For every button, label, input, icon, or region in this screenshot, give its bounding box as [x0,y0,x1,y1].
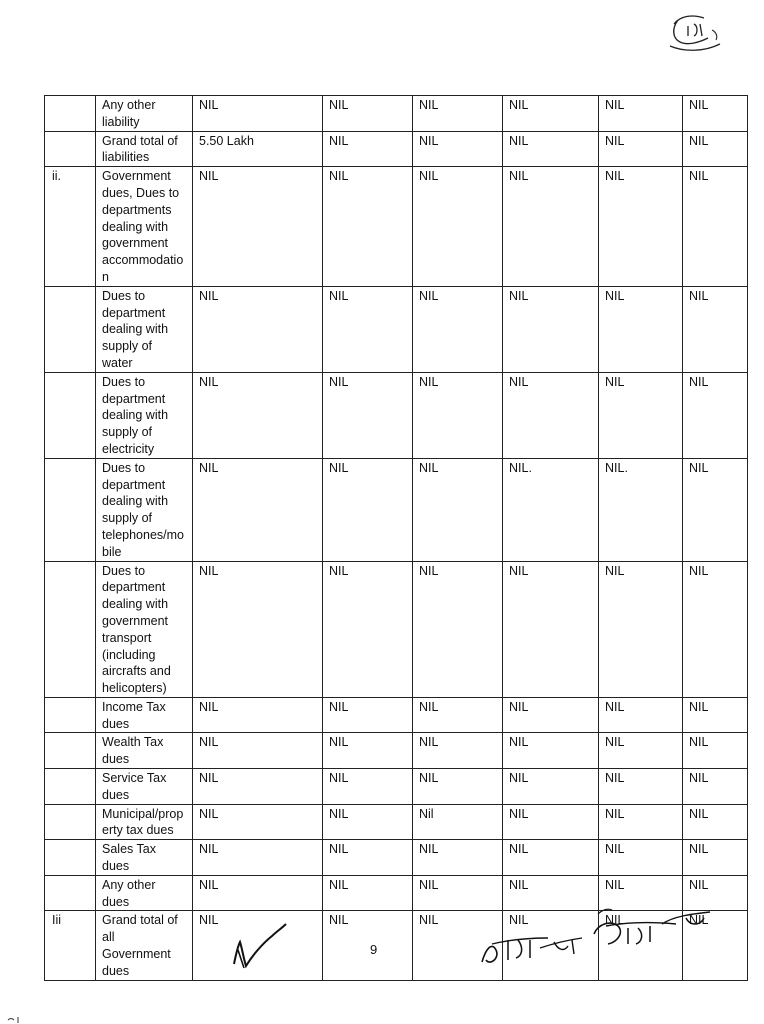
serial-number-cell [45,769,96,805]
liability-value-cell: NIL. [599,458,683,561]
liability-value-cell: NIL [413,96,503,132]
liability-value-cell: NIL [413,840,503,876]
liability-value-cell: NIL [683,875,748,911]
liability-value-cell: NIL [503,911,599,980]
liability-value-cell: NIL [599,840,683,876]
liability-value-cell: NIL [599,804,683,840]
signature-left [228,920,292,972]
serial-number-cell [45,733,96,769]
liability-value-cell: NIL [503,697,599,733]
liability-value-cell: NIL [683,286,748,372]
liability-value-cell: NIL [503,875,599,911]
liability-value-cell: NIL [193,286,323,372]
liability-value-cell: NIL. [503,458,599,561]
table-row [45,561,748,697]
liability-description-cell: Wealth Tax dues [96,733,193,769]
liability-value-cell: NIL [323,911,413,980]
liability-value-cell: NIL [683,96,748,132]
table-row [45,131,748,167]
liability-value-cell: NIL [503,769,599,805]
liability-value-cell: NIL [193,458,323,561]
liability-description-cell: Government dues, Dues to departments dealing with government accommodatio n [96,167,193,287]
liability-value-cell: NIL [413,769,503,805]
liability-value-cell: NIL [323,733,413,769]
liability-value-cell: NIL [323,372,413,458]
table-row [45,96,748,132]
liability-value-cell: NIL [503,372,599,458]
liability-value-cell: NIL [193,96,323,132]
serial-number-cell: Iii [45,911,96,980]
table-row [45,697,748,733]
liability-value-cell: NIL [683,167,748,287]
liability-value-cell: NIL [323,131,413,167]
liability-value-cell: NIL [193,840,323,876]
liability-value-cell: NIL [323,697,413,733]
liability-value-cell: NIL [683,458,748,561]
liability-description-cell: Sales Tax dues [96,840,193,876]
serial-number-cell [45,875,96,911]
serial-number-cell [45,697,96,733]
liability-value-cell: NIL [193,561,323,697]
liability-value-cell: NIL [193,875,323,911]
liability-value-cell: NIL [193,697,323,733]
liability-value-cell: NIL [599,286,683,372]
table-row [45,372,748,458]
liability-value-cell: NIL [413,167,503,287]
liability-description-cell: Grand total of all Government dues [96,911,193,980]
liability-description-cell: Grand total of liabilities [96,131,193,167]
liability-value-cell: NIL [323,458,413,561]
liability-value-cell: NIL [193,911,323,980]
liability-value-cell: NIL [599,372,683,458]
table-row [45,458,748,561]
serial-number-cell [45,804,96,840]
liability-value-cell: NIL [193,372,323,458]
liability-value-cell: NIL [683,840,748,876]
liability-value-cell: NIL [413,286,503,372]
scan-corner-mark [6,1014,26,1024]
liability-value-cell: NIL [683,769,748,805]
liability-description-cell: Any other liability [96,96,193,132]
liability-description-cell: Dues to department dealing with supply of electricity [96,372,193,458]
liability-value-cell: NIL [193,804,323,840]
liability-value-cell: NIL [599,911,683,980]
liability-value-cell: NIL [323,167,413,287]
liability-value-cell: NIL [193,733,323,769]
serial-number-cell [45,131,96,167]
liability-description-cell: Dues to department dealing with supply of telephones/mo bile [96,458,193,561]
table-row [45,167,748,287]
liability-value-cell: NIL [503,131,599,167]
liability-value-cell: NIL [413,561,503,697]
liability-value-cell: NIL [323,875,413,911]
liability-value-cell: NIL [599,167,683,287]
liability-value-cell: NIL [323,286,413,372]
liability-description-cell: Any other dues [96,875,193,911]
liability-value-cell: NIL [683,733,748,769]
liability-value-cell: NIL [599,697,683,733]
liabilities-table-body [45,96,748,981]
liability-value-cell: NIL [413,697,503,733]
serial-number-cell [45,561,96,697]
serial-number-cell [45,286,96,372]
liability-value-cell: NIL [683,372,748,458]
liability-value-cell: NIL [503,167,599,287]
serial-number-cell [45,96,96,132]
serial-number-cell: ii. [45,167,96,287]
liability-value-cell: NIL [413,911,503,980]
liability-description-cell: Dues to department dealing with government transport (including aircrafts and helicopters) [96,561,193,697]
liability-value-cell: NIL [503,561,599,697]
liability-value-cell: NIL [683,697,748,733]
liability-value-cell: NIL [599,733,683,769]
liability-value-cell: NIL [323,840,413,876]
liability-value-cell: NIL [413,131,503,167]
liability-value-cell: NIL [323,561,413,697]
serial-number-cell [45,372,96,458]
liability-value-cell: NIL [323,804,413,840]
liability-value-cell: NIL [413,875,503,911]
liability-value-cell: NIL [683,561,748,697]
liability-value-cell: NIL [503,286,599,372]
signature-right [478,904,724,974]
liability-value-cell: NIL [683,911,748,980]
liability-value-cell: NIL [503,804,599,840]
table-row [45,804,748,840]
table-row [45,286,748,372]
liability-description-cell: Municipal/prop erty tax dues [96,804,193,840]
liability-value-cell: NIL [599,561,683,697]
liability-value-cell: NIL [323,96,413,132]
page-number: 9 [370,942,378,957]
liability-value-cell: NIL [323,769,413,805]
serial-number-cell [45,458,96,561]
table-row [45,733,748,769]
liability-description-cell: Dues to department dealing with supply of water [96,286,193,372]
liability-value-cell: NIL [599,131,683,167]
liability-value-cell: NIL [193,769,323,805]
page-stamp-mark [664,8,726,54]
liability-value-cell: NIL [503,96,599,132]
table-row [45,769,748,805]
liability-value-cell: NIL [503,733,599,769]
table-row [45,840,748,876]
liability-value-cell: NIL [413,372,503,458]
liability-value-cell: NIL [599,769,683,805]
liability-value-cell: NIL [413,733,503,769]
liability-value-cell: Nil [413,804,503,840]
liability-value-cell: NIL [503,840,599,876]
liability-value-cell: NIL [683,804,748,840]
liability-value-cell: NIL [413,458,503,561]
liability-value-cell: 5.50 Lakh [193,131,323,167]
liability-description-cell: Income Tax dues [96,697,193,733]
liability-value-cell: NIL [683,131,748,167]
liability-value-cell: NIL [599,96,683,132]
serial-number-cell [45,840,96,876]
liability-value-cell: NIL [193,167,323,287]
liability-value-cell: NIL [599,875,683,911]
liability-description-cell: Service Tax dues [96,769,193,805]
liabilities-table [44,95,748,981]
